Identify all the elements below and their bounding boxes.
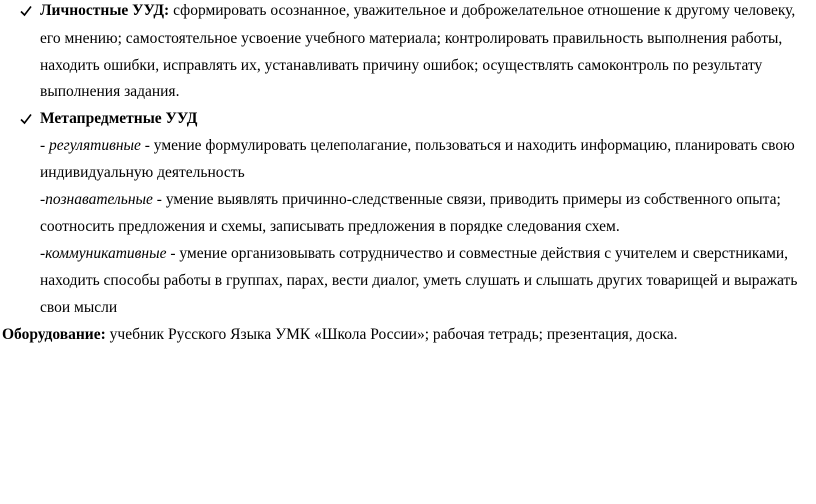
personal-line-2: его мнению; самостоятельное усвоение учебного материала; контролировать правильность выполнения работы, (40, 30, 783, 47)
cognitive-line-1: -познавательные - умение выявлять причинно-следственные связи, приводить примеры из собственного опыта; (40, 191, 781, 208)
regulatory-line-2: индивидуальную деятельность (40, 164, 245, 181)
equipment-line: Оборудование: учебник Русского Языка УМК «Школа России»; рабочая тетрадь; презентация, доска. (2, 326, 678, 343)
personal-line-4: выполнения задания. (40, 83, 180, 100)
regulatory-term: регулятивные (49, 137, 141, 154)
communicative-line-2: находить способы работы в группах, парах, вести диалог, уметь слушать и слышать других товарищей и выражать (40, 272, 798, 289)
cognitive-term: познавательные (45, 191, 153, 208)
personal-line-1: Личностные УУД: сформировать осознанное, уважительное и доброжелательное отношение к другому человеку, (40, 2, 796, 19)
checkmark-icon (20, 5, 32, 17)
communicative-line-3: свои мысли (40, 299, 118, 316)
personal-line-3: находить ошибки, исправлять их, устанавливать причину ошибок; осуществлять самоконтроль по результату (40, 57, 763, 74)
checkmark-icon (20, 113, 32, 125)
communicative-line-1: -коммуникативные - умение организовывать сотрудничество и совместные действия с учителем и сверстниками, (40, 245, 789, 262)
cognitive-line-2: соотносить предложения и схемы, записывать предложения в порядке следования схем. (40, 218, 620, 235)
communicative-term: коммуникативные (45, 245, 167, 262)
equipment-heading: Оборудование: (2, 326, 106, 343)
meta-heading-line (40, 109, 197, 129)
meta-heading: Метапредметные УУД (40, 110, 198, 127)
personal-heading: Личностные УУД: (40, 2, 170, 19)
regulatory-line-1: - регулятивные - умение формулировать целеполагание, пользоваться и находить информацию, планировать свою (40, 137, 795, 154)
